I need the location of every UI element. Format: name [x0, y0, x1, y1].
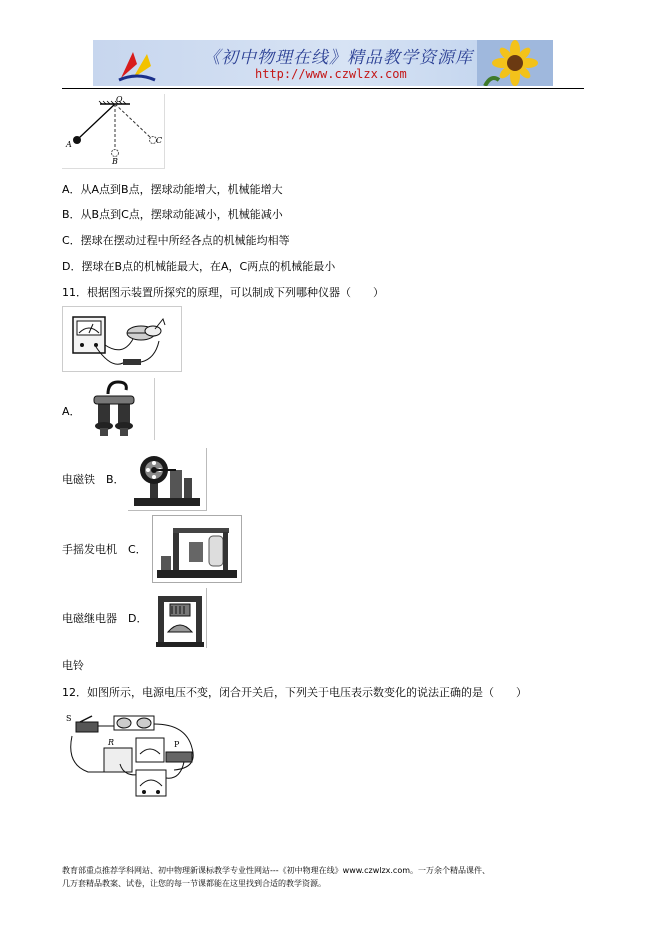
label-r: R: [108, 738, 115, 747]
q11-option-d-image: [154, 588, 207, 648]
footer-line-2: 几万套精品教案、试卷，让您的每一节课都能在这里找到合适的教学资源。: [62, 879, 326, 888]
q12-circuit-figure: [62, 708, 202, 802]
label-s: S: [66, 714, 72, 723]
pendulum-figure: [62, 94, 165, 169]
q10-option-b: B．从B点到C点，摆球动能减小，机械能减小: [62, 208, 283, 221]
q11-option-a-image: [80, 378, 155, 440]
sunflower-icon: [477, 40, 553, 86]
q11-apparatus-figure: [62, 306, 182, 372]
q11-option-d-answer: 电铃: [62, 659, 84, 672]
label-b: B: [112, 157, 118, 166]
header-rule: [62, 88, 584, 89]
label-p: P: [174, 740, 180, 749]
q11-option-c-label: 手摇发电机 C．: [62, 543, 147, 556]
header-title: 《初中物理在线》精品教学资源库: [203, 48, 473, 68]
q12-stem: 12．如图所示，电源电压不变，闭合开关后，下列关于电压表示数变化的说法正确的是（ ）: [62, 686, 527, 699]
label-o: O: [116, 95, 123, 104]
q10-option-d: D．摆球在B点的机械能最大，在A，C两点的机械能最小: [62, 260, 336, 273]
q11-option-b-label: 电磁铁 B．: [62, 473, 125, 486]
label-c: C: [156, 136, 163, 145]
label-a: A: [66, 140, 72, 149]
q10-option-c: C．摆球在摆动过程中所经各点的机械能均相等: [62, 234, 290, 247]
q11-option-d-label: 电磁继电器 D．: [62, 612, 148, 625]
q10-option-a: A．从A点到B点，摆球动能增大，机械能增大: [62, 183, 283, 196]
footer-line-1: 教育部重点推荐学科网站、初中物理新课标教学专业性网站---《初中物理在线》www.czwlzx.com。一万余个精品课件、: [62, 866, 491, 875]
q11-option-b-image: [128, 448, 207, 511]
q11-stem: 11．根据图示装置所探究的原理，可以制成下列哪种仪器（ ）: [62, 286, 384, 299]
header-url: http://www.czwlzx.com: [255, 67, 407, 81]
header-banner: [93, 40, 553, 86]
logo-icon: [115, 44, 159, 84]
q11-option-c-image: [152, 515, 242, 583]
q11-option-a-label: A．: [62, 405, 81, 418]
